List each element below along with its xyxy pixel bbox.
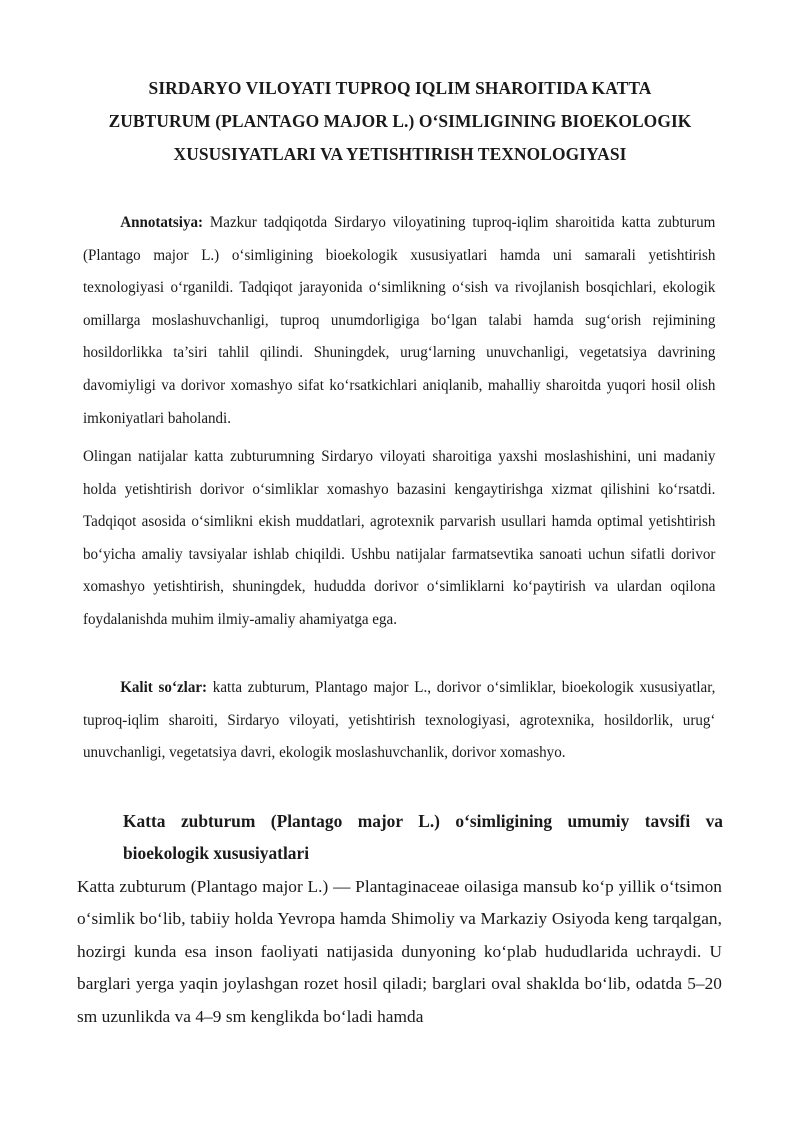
- section-heading: [123, 805, 723, 869]
- abstract-paragraph: [83, 206, 715, 434]
- keywords-text: katta zubturum, Plantago major L., dorivor o‘simliklar, bioekologik xususiyatlar, tuproq-iqlim sharoiti, Sirdaryo viloyati, yetishtirish texnologiyasi, agrotexnika, hosildorlik, urug‘ unuvchanligi, vegetatsiya davri, ekologik moslashuvchanlik, dorivor xomashyo.: [83, 678, 716, 762]
- abstract-label: Annotatsiya:: [120, 213, 204, 231]
- title-line-3: XUSUSIYATLARI VA YETISHTIRISH TEXNOLOGIYASI: [173, 144, 627, 164]
- document-title: [78, 72, 722, 171]
- title-line-2: ZUBTURUM (PLANTAGO MAJOR L.) O‘SIMLIGINING BIOEKOLOGIK: [108, 111, 692, 131]
- section-heading-line-2: bioekologik xususiyatlari: [123, 843, 310, 863]
- abstract-text: Mazkur tadqiqotda Sirdaryo viloyatining tuproq-iqlim sharoitida katta zubturum (Plantago major L.) o‘simligining bioekologik xususiyatlari hamda uni samarali yetishtirish texnologiyasi o‘rganildi. Tadqiqot jarayonida o‘simlikning o‘sish va rivojlanish bosqichlari, ekologik omillarga moslashuvchanligi, tuproq unumdorligiga bo‘lgan talabi hamda sug‘orish rejimining hosildorlikka ta’siri tahlil qilindi. Shuningdek, urug‘larning unuvchanligi, vegetatsiya davrining davomiyligi va dorivor xomashyo sifat ko‘rsatkichlari aniqlanib, mahalliy sharoitda yuqori hosil olish imkoniyatlari baholandi.: [83, 213, 716, 427]
- keywords-paragraph: [83, 671, 715, 769]
- keywords-label: Kalit so‘zlar:: [120, 678, 208, 696]
- abstract-paragraph-2: Olingan natijalar katta zubturumning Sirdaryo viloyati sharoitiga yaxshi moslashishini, uni madaniy holda yetishtirish dorivor o‘simliklar xomashyo bazasini kengaytirishga xizmat qilishini ko‘rsatdi. Tadqiqot asosida o‘simlikni ekish muddatlari, agrotexnik parvarish usullari hamda optimal yetishtirish bo‘yicha amaliy tavsiyalar ishlab chiqildi. Ushbu natijalar farmatsevtika sanoati uchun sifatli dorivor xomashyo yetishtirish, shuningdek, hududda dorivor o‘simliklarni ko‘paytirish va ulardan oqilona foydalanishda muhim ilmiy-amaliy ahamiyatga ega.: [83, 447, 716, 628]
- body-paragraph: Katta zubturum (Plantago major L.) — Plantaginaceae oilasiga mansub ko‘p yillik o‘tsimon o‘simlik bo‘lib, tabiiy holda Yevropa hamda Shimoliy va Markaziy Osiyoda keng tarqalgan, hozirgi kunda esa inson faoliyati natijasida dunyoning ko‘plab hududlarida uchraydi. U barglari yerga yaqin joylashgan rozet hosil qiladi; barglari oval shaklda bo‘lib, odatda 5–20 sm uzunlikda va 4–9 sm kenglikda bo‘ladi hamda: [77, 877, 722, 1026]
- title-line-1: SIRDARYO VILOYATI TUPROQ IQLIM SHAROITIDA KATTA: [148, 78, 652, 98]
- section-heading-line-1: Katta zubturum (Plantago major L.) o‘simligining umumiy tavsifi va: [123, 811, 723, 831]
